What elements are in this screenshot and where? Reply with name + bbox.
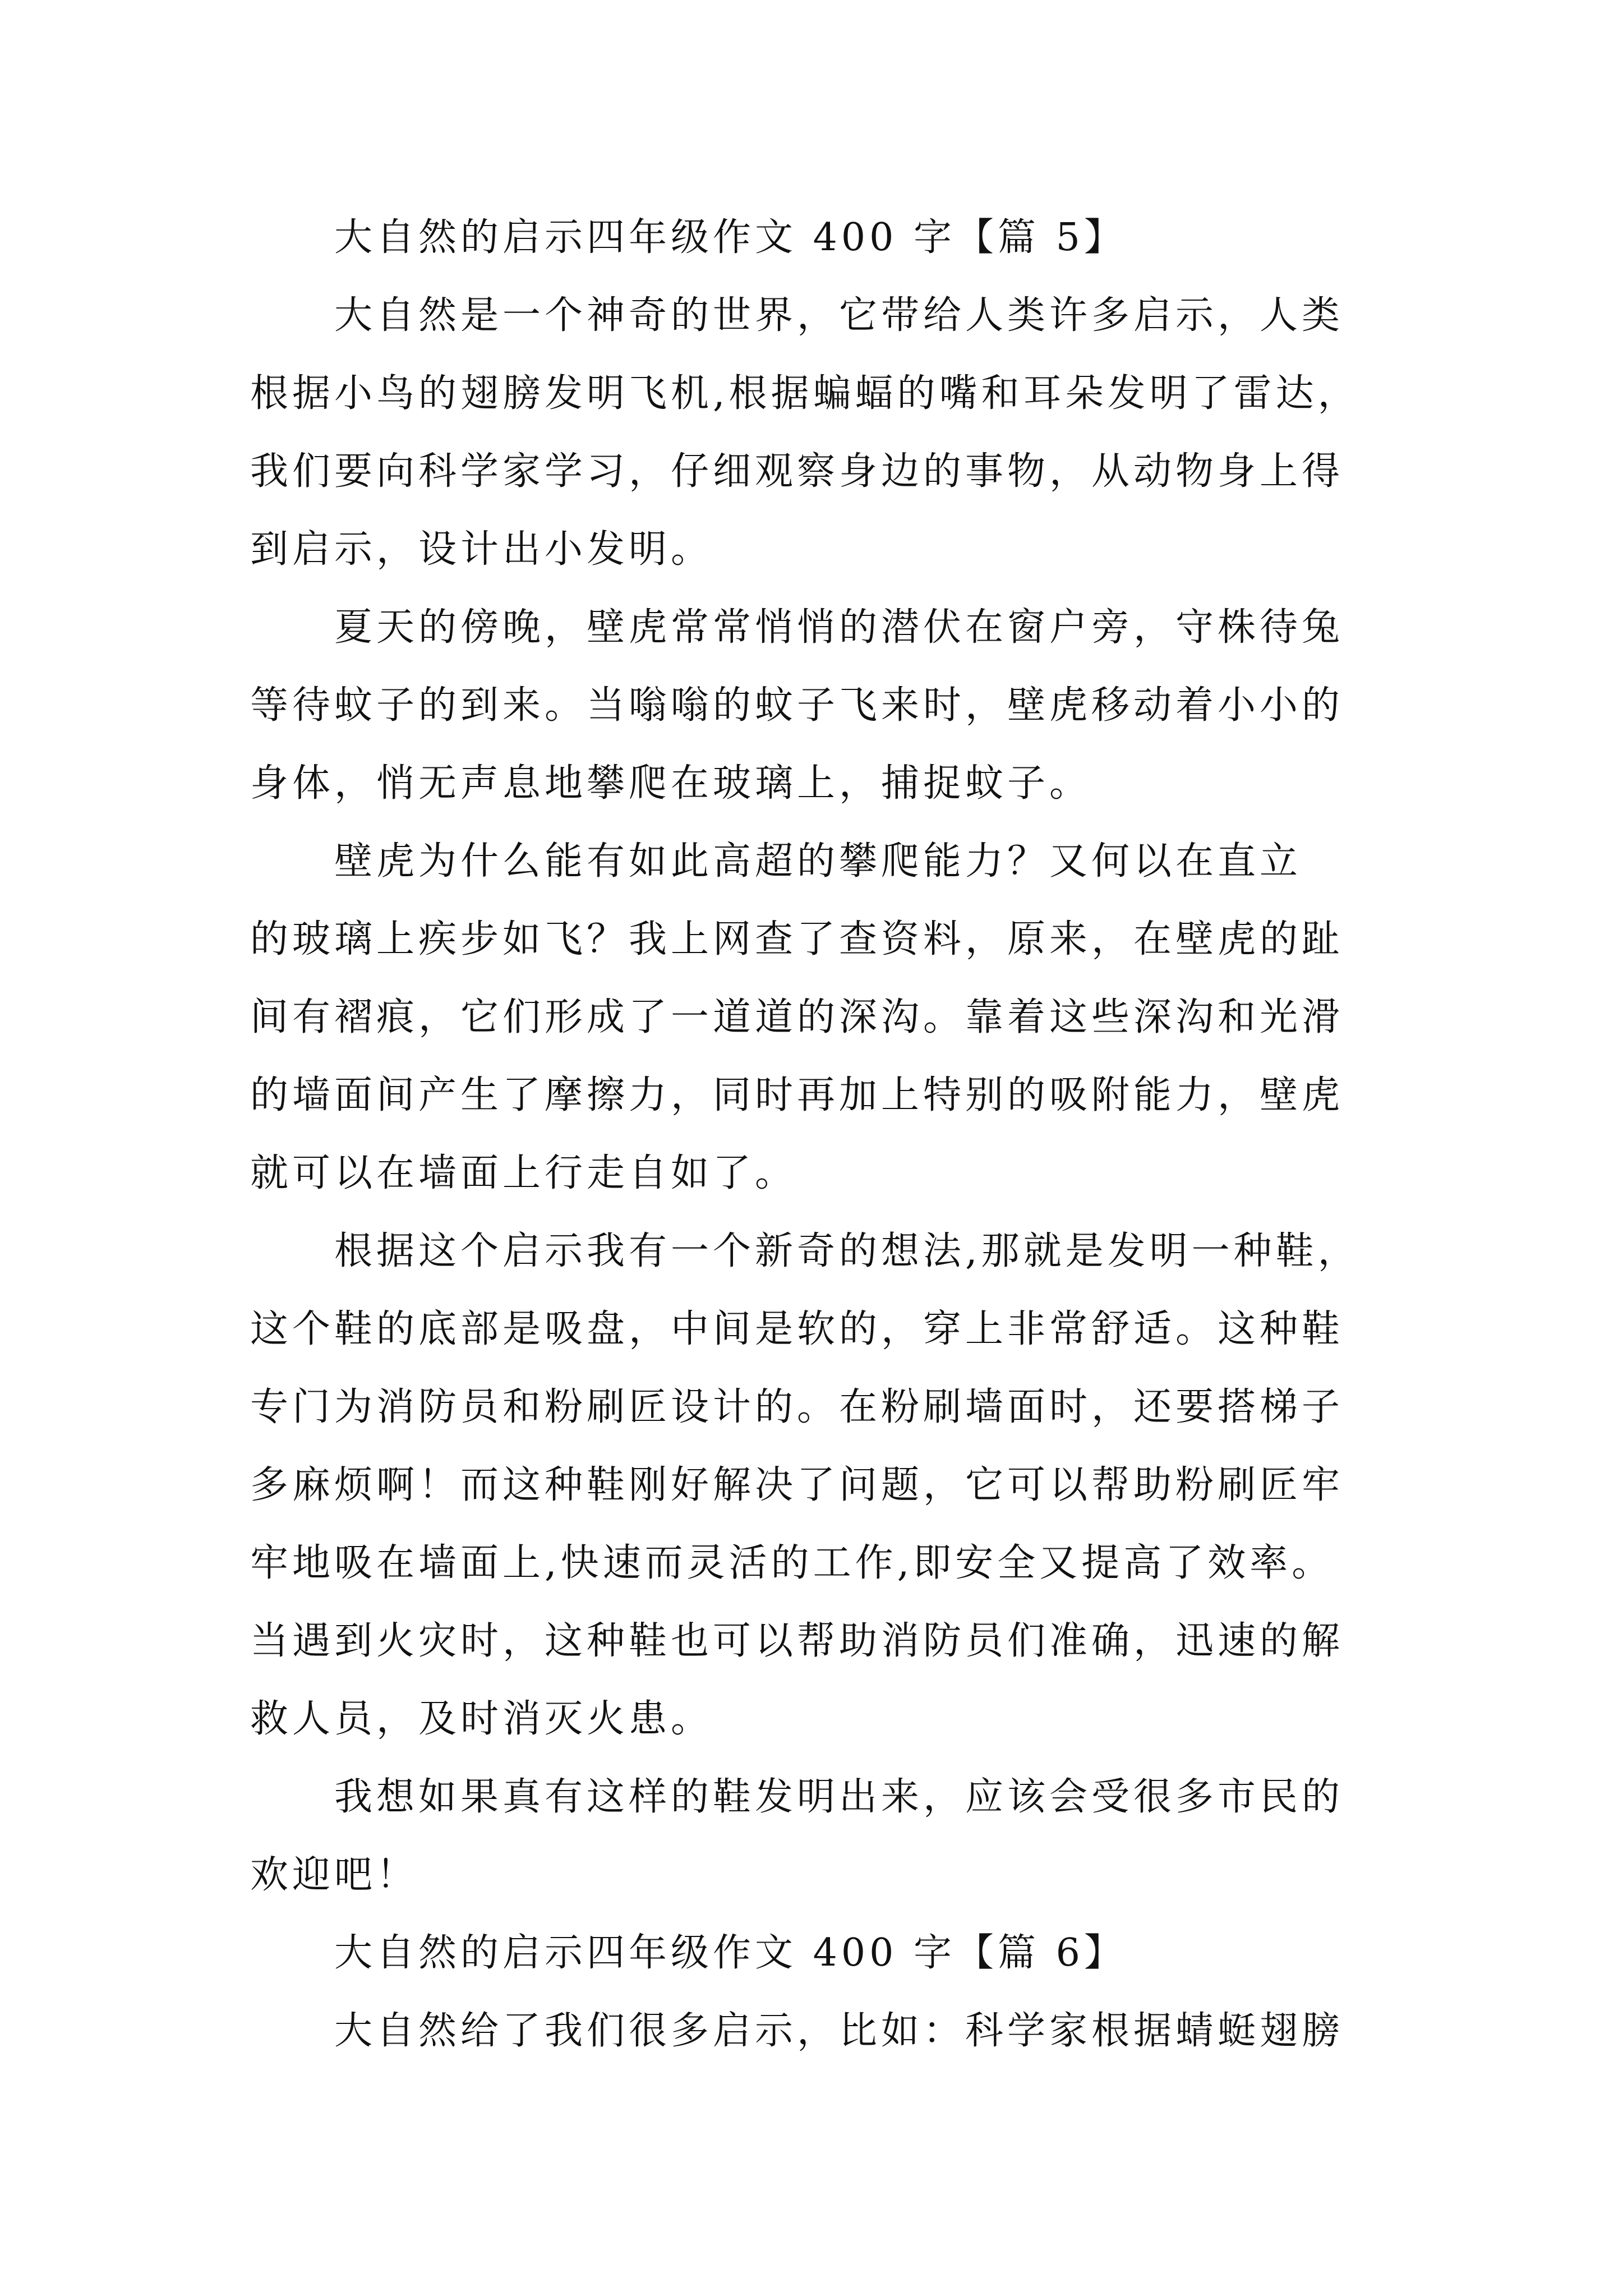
paragraph-line: 牢地吸在墙面上,快速而灵活的工作,即安全又提高了效率。: [250, 1541, 1334, 1585]
paragraph-line: 的玻璃上疾步如飞？我上网查了查资料，原来，在壁虎的趾: [250, 917, 1344, 961]
paragraph-line: 就可以在墙面上行走自如了。: [250, 1151, 797, 1195]
paragraph-line: 这个鞋的底部是吸盘，中间是软的，穿上非常舒适。这种鞋: [250, 1307, 1344, 1351]
paragraph-line: 等待蚊子的到来。当嗡嗡的蚊子飞来时，壁虎移动着小小的: [250, 683, 1344, 728]
paragraph-line: 间有褶痕，它们形成了一道道的深沟。靠着这些深沟和光滑: [250, 995, 1344, 1039]
paragraph-line: 救人员，及时消灭火患。: [250, 1697, 713, 1741]
paragraph-line: 大自然给了我们很多启示，比如：科学家根据蜻蜓翅膀: [334, 2009, 1344, 2053]
section-heading-5: 大自然的启示四年级作文 400 字【篇 5】: [334, 215, 1126, 260]
paragraph-line: 身体，悄无声息地攀爬在玻璃上，捕捉蚊子。: [250, 761, 1092, 806]
paragraph-line: 大自然是一个神奇的世界，它带给人类许多启示，人类: [334, 293, 1344, 338]
paragraph-line: 欢迎吧！: [250, 1853, 419, 1897]
paragraph-line: 根据小鸟的翅膀发明飞机,根据蝙蝠的嘴和耳朵发明了雷达，: [250, 371, 1360, 416]
paragraph-line: 根据这个启示我有一个新奇的想法,那就是发明一种鞋，: [334, 1229, 1360, 1273]
paragraph-line: 我们要向科学家学习，仔细观察身边的事物，从动物身上得: [250, 449, 1344, 494]
paragraph-line: 多麻烦啊！而这种鞋刚好解决了问题，它可以帮助粉刷匠牢: [250, 1463, 1344, 1507]
paragraph-line: 的墙面间产生了摩擦力，同时再加上特别的吸附能力，壁虎: [250, 1073, 1344, 1117]
section-heading-6: 大自然的启示四年级作文 400 字【篇 6】: [334, 1931, 1126, 1975]
paragraph-line: 夏天的傍晚，壁虎常常悄悄的潜伏在窗户旁，守株待兔: [334, 605, 1344, 650]
paragraph-line: 壁虎为什么能有如此高超的攀爬能力？又何以在直立: [334, 839, 1302, 884]
paragraph-line: 专门为消防员和粉刷匠设计的。在粉刷墙面时，还要搭梯子: [250, 1385, 1344, 1429]
paragraph-line: 当遇到火灾时，这种鞋也可以帮助消防员们准确，迅速的解: [250, 1619, 1344, 1663]
paragraph-line: 我想如果真有这样的鞋发明出来，应该会受很多市民的: [334, 1775, 1344, 1819]
paragraph-line: 到启示，设计出小发明。: [250, 527, 713, 572]
